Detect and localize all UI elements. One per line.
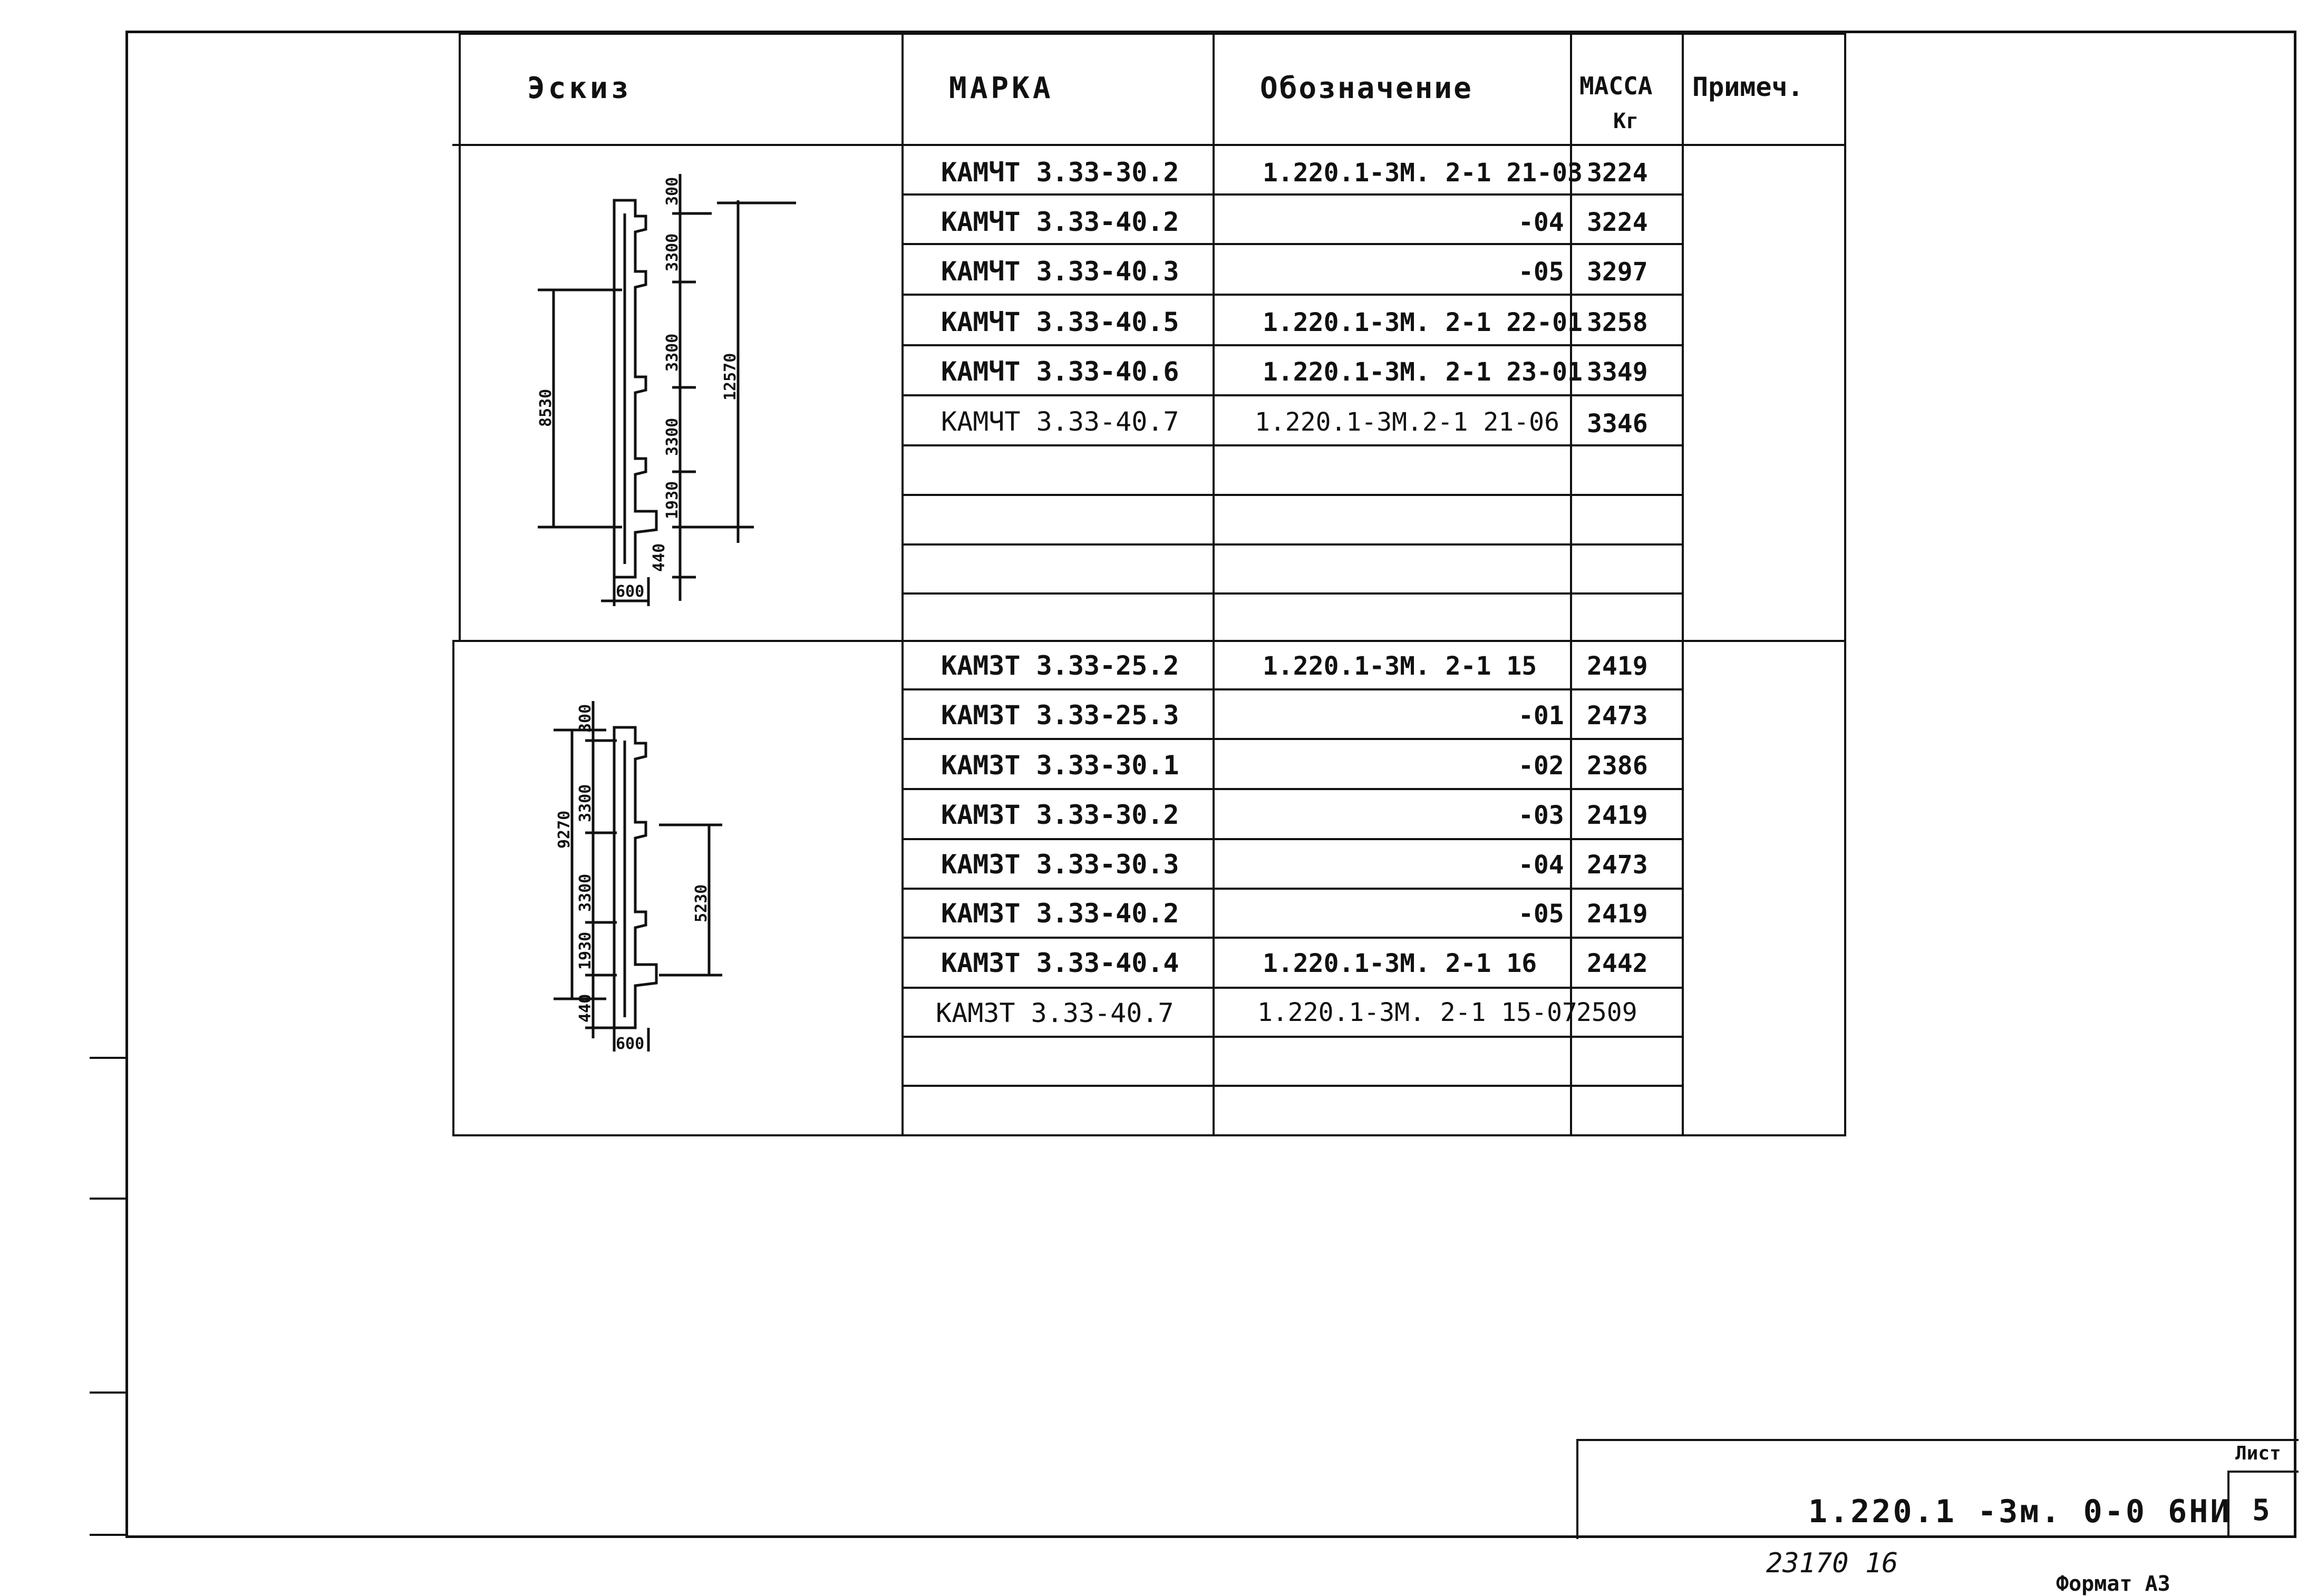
mass-cell: 3297 — [1587, 257, 1648, 287]
margin-tick — [90, 1534, 128, 1536]
sketch-dim: 300 — [576, 704, 595, 733]
designation-cell: -05 — [1518, 899, 1564, 929]
sketch-dim: 3300 — [663, 233, 682, 271]
mass-cell: 3224 — [1587, 158, 1648, 188]
mass-cell: 3224 — [1587, 208, 1648, 237]
designation-cell: 1.220.1-3М. 2-1 15-07 — [1257, 998, 1577, 1027]
sketch-dim: 440 — [650, 543, 668, 572]
sketch-dim: 600 — [616, 1035, 645, 1053]
sheet-number: 5 — [2252, 1493, 2270, 1527]
mass-cell: 2473 — [1587, 701, 1648, 731]
title-block-left — [1576, 1439, 1578, 1539]
designation-cell: 1.220.1-3М. 2-1 15 — [1263, 651, 1537, 681]
mark-cell: КАМ3Т 3.33-30.2 — [941, 800, 1179, 830]
mass-cell: 2509 — [1576, 998, 1637, 1027]
sketch-dim: 1930 — [663, 481, 682, 519]
designation-cell: -01 — [1518, 701, 1564, 731]
designation-cell: 1.220.1-3М.2-1 21-06 — [1255, 407, 1559, 437]
margin-tick — [90, 1391, 128, 1394]
sketch-dim: 1930 — [576, 931, 595, 970]
mark-cell: КАМ3Т 3.33-25.3 — [941, 700, 1179, 731]
margin-tick — [90, 1057, 128, 1059]
header-note: Примеч. — [1692, 72, 1804, 102]
designation-cell: 1.220.1-3М. 2-1 16 — [1263, 949, 1537, 978]
header-designation: Обозначение — [1260, 71, 1473, 105]
mark-cell: КАМ3Т 3.33-30.3 — [941, 849, 1179, 880]
mass-cell: 2419 — [1587, 651, 1648, 681]
sketch-dim: 300 — [663, 177, 682, 206]
mark-cell: КАМ3Т 3.33-40.2 — [941, 898, 1179, 929]
sketch-dim: 440 — [576, 994, 595, 1023]
header-sketch: Эскиз — [527, 71, 632, 105]
mass-cell: 3349 — [1587, 357, 1648, 387]
designation-cell: 1.220.1-3М. 2-1 23-01 — [1263, 357, 1583, 387]
designation-cell: -05 — [1518, 257, 1564, 287]
designation-cell: 1.220.1-3М. 2-1 21-03 — [1263, 158, 1583, 188]
mark-cell: КАМЧТ 3.33-40.3 — [941, 256, 1179, 287]
designation-cell: -02 — [1518, 751, 1564, 781]
designation-cell: -03 — [1518, 801, 1564, 830]
sketch-dim: 3300 — [663, 417, 682, 456]
column-sketch-2 — [496, 690, 770, 1054]
margin-tick — [90, 1198, 128, 1200]
sheet-divider-h — [2227, 1471, 2299, 1473]
designation-cell: -04 — [1518, 208, 1564, 237]
mass-cell: 2442 — [1587, 949, 1648, 978]
mark-cell: КАМЧТ 3.33-30.2 — [941, 157, 1179, 188]
document-code: 1.220.1 -3м. 0-0 6НИ — [1808, 1493, 2232, 1530]
sketch-dim: 3300 — [663, 333, 682, 372]
header-mass-unit: Кг — [1613, 109, 1639, 133]
sheet-label: Лист — [2235, 1443, 2281, 1464]
header-mark: МАРКА — [949, 71, 1054, 105]
column-sketch-1 — [522, 163, 817, 611]
title-block-top — [1576, 1439, 2299, 1441]
mark-cell: КАМ3Т 3.33-40.7 — [936, 998, 1174, 1028]
sketch-dim: 3300 — [576, 873, 595, 912]
mass-cell: 2473 — [1587, 850, 1648, 880]
mark-cell: КАМЧТ 3.33-40.6 — [941, 356, 1179, 387]
sketch-dim: 12570 — [721, 353, 740, 401]
mark-cell: КАМ3Т 3.33-30.1 — [941, 750, 1179, 781]
mark-cell: КАМЧТ 3.33-40.2 — [941, 207, 1179, 237]
sketch-dim: 3300 — [576, 784, 595, 822]
sketch-dim: 9270 — [555, 810, 574, 849]
mark-cell: КАМЧТ 3.33-40.5 — [941, 307, 1179, 337]
sketch-dim: 5230 — [692, 884, 711, 922]
sketch-dim: 600 — [616, 582, 645, 601]
mass-cell: 3346 — [1587, 409, 1648, 439]
designation-cell: -04 — [1518, 850, 1564, 880]
mark-cell: КАМЧТ 3.33-40.7 — [941, 406, 1179, 437]
mark-cell: КАМ3Т 3.33-40.4 — [941, 948, 1179, 978]
sketch-dim: 8530 — [537, 388, 555, 427]
mass-cell: 3258 — [1587, 308, 1648, 337]
inventory-number: 23170 16 — [1766, 1548, 1898, 1579]
header-mass: МАССА — [1579, 72, 1653, 100]
format-label: Формат А3 — [2056, 1572, 2170, 1596]
drawing-frame — [125, 31, 2296, 1538]
mass-cell: 2419 — [1587, 899, 1648, 929]
mass-cell: 2419 — [1587, 801, 1648, 830]
mass-cell: 2386 — [1587, 751, 1648, 781]
mark-cell: КАМ3Т 3.33-25.2 — [941, 650, 1179, 681]
designation-cell: 1.220.1-3М. 2-1 22-01 — [1263, 308, 1583, 337]
